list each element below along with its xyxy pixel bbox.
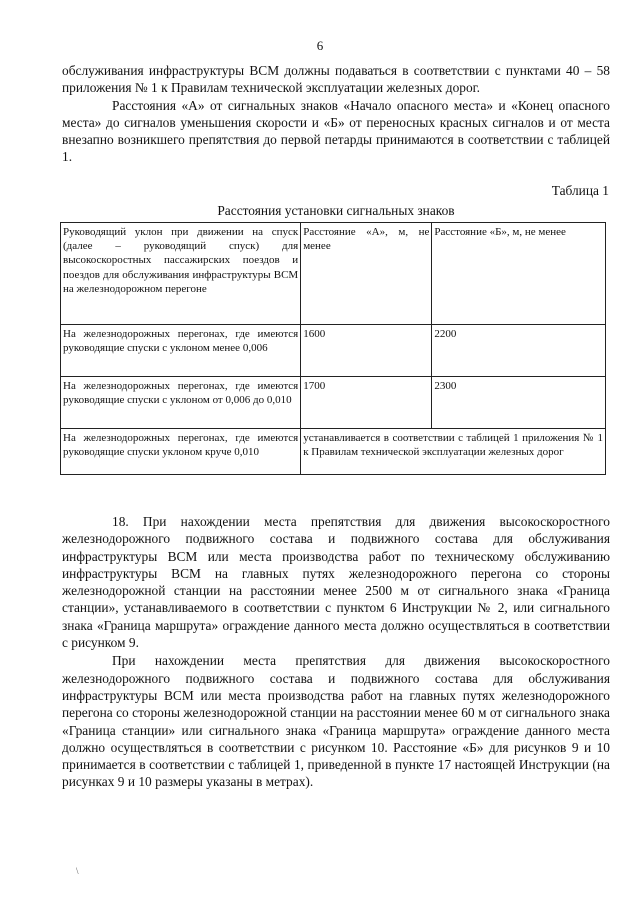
paragraph-point-18: 18. При нахождении места препятствия для движения высокоскоростного железнодорожного подвижного состава и подвижного состава для обслуживания инфраструктуры ВСМ или места производства работ по техническому обслуживанию инфраструктуры ВСМ на главных путях железнодорожного перегона со стороны железнодорожной станции на расстоянии менее 2500 м от сигнального знака «Граница станции», устанавливаемого в соответствии с пунктом 6 Инструкции № 2, или сигнального знака «Граница маршрута» ограждение данного места должно осуществляться в соответствии с рисунком 9. <box>62 514 610 651</box>
header-gradient: Руководящий уклон при движении на спуск (далее – руководящий спуск) для высокоскоростных пассажирских поездов и поездов для обслуживания инфраструктуры ВСМ на железнодорожном перегоне <box>61 223 301 325</box>
section-18-text <box>62 513 610 791</box>
signal-distance-table <box>60 222 606 475</box>
table-label: Таблица 1 <box>551 183 609 198</box>
row-distance-b: 2300 <box>432 377 606 429</box>
page-number: 6 <box>316 38 324 53</box>
paragraph-continuation: обслуживания инфраструктуры ВСМ должны подаваться в соответствии с пунктами 40 – 58 приложения № 1 к Правилам технической эксплуатации железных дорог. <box>62 63 610 96</box>
intro-text <box>62 62 610 166</box>
table-row <box>61 325 606 377</box>
stray-mark: \ <box>76 866 79 876</box>
row-distance-a: 1700 <box>301 377 432 429</box>
row-distance-b: 2200 <box>432 325 606 377</box>
paragraph-distances: Расстояния «А» от сигнальных знаков «Начало опасного места» и «Конец опасного места» до сигналов уменьшения скорости и «Б» от переносных красных сигналов и от места внезапно возникшего препятствия до первой петарды принимаются в соответствии с таблицей 1. <box>62 97 610 165</box>
table-row <box>61 377 606 429</box>
row-condition: На железнодорожных перегонах, где имеются руководящие спуски уклоном круче 0,010 <box>61 429 301 475</box>
row-distance-merged: устанавливается в соответствии с таблицей 1 приложения № 1 к Правилам технической эксплуатации железных дорог <box>301 429 606 475</box>
header-distance-a: Расстояние «А», м, не менее <box>301 223 432 325</box>
table-title: Расстояния установки сигнальных знаков <box>217 203 455 218</box>
row-condition: На железнодорожных перегонах, где имеются руководящие спуски с уклоном от 0,006 до 0,010 <box>61 377 301 429</box>
table-row <box>61 429 606 475</box>
row-condition: На железнодорожных перегонах, где имеются руководящие спуски с уклоном менее 0,006 <box>61 325 301 377</box>
row-distance-a: 1600 <box>301 325 432 377</box>
paragraph-point-18-continued: При нахождении места препятствия для движения высокоскоростного железнодорожного подвижного состава и подвижного состава для обслуживания инфраструктуры ВСМ или места производства работ на главных путях железнодорожного перегона со стороны железнодорожной станции на расстоянии менее 60 м от сигнального знака «Граница станции» или сигнального знака «Граница маршрута» ограждение данного места должно осуществляться в соответствии с рисунком 10. Расстояние «Б» для рисунков 9 и 10 принимается в соответствии с таблицей 1, приведенной в пункте 17 настоящей Инструкции (на рисунках 9 и 10 размеры указаны в метрах). <box>62 653 610 790</box>
table-header-row <box>61 223 606 325</box>
header-distance-b: Расстояние «Б», м, не менее <box>432 223 606 325</box>
